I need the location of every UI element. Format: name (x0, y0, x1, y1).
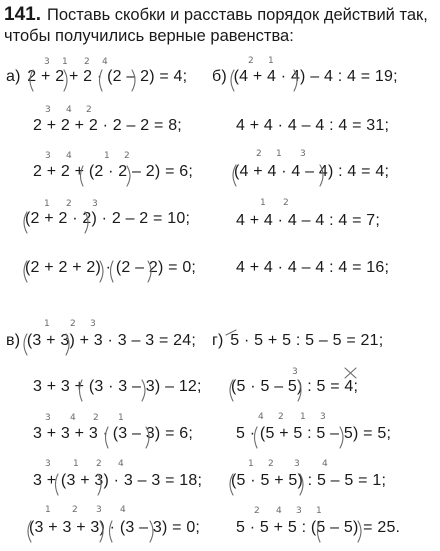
svg-text:3: 3 (45, 413, 51, 423)
equation: 5 · 5 + 5 : (5 – 5) = 25. (236, 519, 401, 536)
equation: (2 + 2 + 2) · (2 – 2) = 0; (25, 259, 197, 276)
equation: 2 + 2 + (2 · 2 – 2) = 6; (33, 163, 194, 180)
equation: 4 + 4 · 4 – 4 : 4 = 16; (236, 259, 390, 276)
exercise-g-2 (231, 378, 358, 396)
svg-text:1: 1 (300, 412, 306, 422)
svg-text:2: 2 (283, 198, 289, 208)
svg-text:4: 4 (276, 506, 282, 516)
svg-text:1: 1 (276, 149, 282, 159)
equation: 2 + 2 + 2 · (2 – 2) = 4; (27, 68, 188, 85)
svg-text:2: 2 (268, 459, 274, 469)
svg-text:3: 3 (292, 367, 298, 377)
svg-text:4: 4 (120, 505, 126, 515)
svg-text:2: 2 (86, 105, 92, 115)
svg-text:3: 3 (45, 105, 51, 115)
svg-text:2: 2 (248, 56, 254, 66)
exercise-g-5 (236, 519, 400, 537)
exercise-b-4 (236, 212, 380, 230)
equation: 5 · 5 + 5 : 5 – 5 = 21; (230, 332, 384, 349)
svg-text:1: 1 (44, 319, 50, 329)
exercise-b-1 (212, 68, 398, 86)
equation: (5 · 5 – 5) : 5 = 4; (231, 378, 359, 395)
exercise-g-3 (236, 425, 391, 443)
svg-text:2: 2 (93, 413, 99, 423)
equation: (3 + 3 + 3) · (3 – 3) = 0; (29, 519, 201, 536)
exercise-a-3 (33, 163, 193, 181)
svg-text:2: 2 (254, 506, 260, 516)
equation: 2 + 2 + 2 · 2 – 2 = 8; (33, 117, 182, 134)
group-label-g: г) (212, 332, 224, 349)
exercise-a-5 (25, 259, 196, 277)
equation: 4 + 4 · 4 – 4 : 4 = 7; (236, 212, 381, 229)
svg-text:3: 3 (45, 151, 51, 161)
group-label-v: в) (6, 332, 21, 349)
svg-text:2: 2 (66, 199, 72, 209)
svg-text:4: 4 (66, 105, 72, 115)
exercise-v-5 (29, 519, 200, 537)
exercise-b-3 (234, 163, 389, 181)
exercise-b-2 (236, 117, 389, 135)
svg-text:1: 1 (104, 151, 110, 161)
svg-text:3: 3 (300, 149, 306, 159)
svg-text:3: 3 (45, 459, 51, 469)
task-header (4, 4, 436, 47)
svg-text:4: 4 (118, 459, 124, 469)
svg-text:1: 1 (73, 459, 79, 469)
exercise-v-4 (33, 472, 202, 490)
svg-text:3: 3 (296, 506, 302, 516)
svg-text:1: 1 (260, 198, 266, 208)
svg-text:1: 1 (44, 199, 50, 209)
equation: (2 + 2 · 2) · 2 – 2 = 10; (25, 210, 191, 227)
svg-text:4: 4 (322, 459, 328, 469)
exercise-b-5 (236, 259, 389, 277)
svg-text:1: 1 (268, 56, 274, 66)
svg-text:2: 2 (124, 151, 130, 161)
equation: (5 · 5 + 5) : 5 – 5 = 1; (231, 472, 387, 489)
task-number: 141. (4, 4, 41, 25)
svg-text:2: 2 (84, 57, 90, 67)
group-label-b: б) (212, 68, 227, 85)
svg-text:4: 4 (70, 413, 76, 423)
equation: (4 + 4 · 4 – 4) : 4 = 4; (234, 163, 390, 180)
exercise-v-1 (6, 332, 196, 350)
svg-text:3: 3 (294, 459, 300, 469)
equation: (3 + 3) + 3 · 3 – 3 = 24; (26, 332, 196, 349)
svg-text:4: 4 (66, 151, 72, 161)
equation: 5 · (5 + 5 : 5 – 5) = 5; (236, 425, 392, 442)
svg-text:3: 3 (44, 57, 50, 67)
equation: 3 + (3 + 3) · 3 – 3 = 18; (33, 472, 203, 489)
exercise-a-2 (33, 117, 182, 135)
svg-text:4: 4 (102, 57, 108, 67)
svg-text:2: 2 (278, 412, 284, 422)
exercise-g-4 (231, 472, 386, 490)
equation: (4 + 4 · 4) – 4 : 4 = 19; (233, 68, 398, 85)
svg-text:2: 2 (70, 319, 76, 329)
svg-text:1: 1 (316, 506, 322, 516)
svg-text:1: 1 (62, 57, 68, 67)
equation: 3 + 3 + (3 · 3 – 3) – 12; (33, 378, 202, 395)
svg-text:3: 3 (90, 319, 96, 329)
exercise-g-1 (212, 332, 383, 350)
svg-text:1: 1 (248, 459, 254, 469)
exercise-a-1 (6, 68, 187, 86)
svg-text:1: 1 (118, 413, 124, 423)
group-label-a: а) (6, 68, 21, 85)
equation: 4 + 4 · 4 – 4 : 4 = 31; (236, 117, 390, 134)
equation: 3 + 3 + 3 · (3 – 3) = 6; (33, 425, 194, 442)
svg-text:3: 3 (96, 505, 102, 515)
svg-text:3: 3 (92, 199, 98, 209)
svg-text:1: 1 (45, 505, 51, 515)
svg-text:2: 2 (96, 459, 102, 469)
svg-text:3: 3 (320, 412, 326, 422)
svg-text:4: 4 (258, 412, 264, 422)
exercise-a-4 (25, 210, 190, 228)
svg-text:2: 2 (72, 505, 78, 515)
task-instruction: Поставь скобки и расставь порядок действий так, чтобы получились верные равенства: (4, 6, 428, 45)
svg-text:2: 2 (256, 149, 262, 159)
exercise-v-2 (33, 378, 202, 396)
exercise-v-3 (33, 425, 193, 443)
